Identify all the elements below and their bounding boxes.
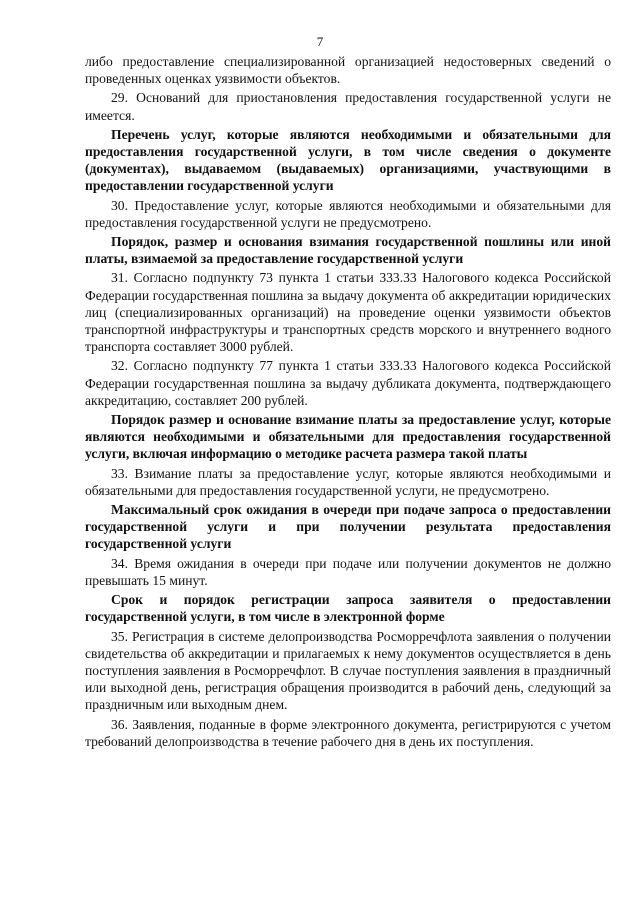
paragraph-34: 34. Время ожидания в очереди при подаче или получении документов не должно превышать 15 минут. (85, 555, 611, 588)
paragraph-36: 36. Заявления, поданные в форме электронного документа, регистрируются с учетом требований делопроизводства в течение рабочего дня в день их поступления. (85, 716, 611, 749)
section-heading-required-services: Перечень услуг, которые являются необходимыми и обязательными для предоставления государственной услуги, в том числе сведения о документе (документах), выдаваемом (выдаваемых) организациями, участвующими в предоставлении государственной услуги (85, 126, 611, 194)
section-heading-fee-for-services: Порядок размер и основание взимание платы за предоставление услуг, которые являются необходимыми и обязательными для предоставления государственной услуги, включая информацию о методике расчета размера такой платы (85, 412, 611, 462)
paragraph-33: 33. Взимание платы за предоставление услуг, которые являются необходимыми и обязательными для предоставления государственной услуги, не предусмотрено. (85, 465, 611, 498)
paragraph-31: 31. Согласно подпункту 73 пункта 1 статьи 333.33 Налогового кодекса Российской Федерации государственная пошлина за выдачу документа об аккредитации юридических лиц (специализированных организаций) на проведение оценки уязвимости объектов транспортной инфраструктуры и транспортных средств морского и внутреннего водного транспорта составляет 3000 рублей. (85, 270, 611, 355)
paragraph-35: 35. Регистрация в системе делопроизводства Росморречфлота заявления о получении свидетельства об аккредитации и прилагаемых к нему документов осуществляется в день поступления заявления в Росморречфлот. В случае поступления заявления в праздничный или выходной день, регистрация обращения производится в рабочий день, следующий за праздничным или выходным днем. (85, 628, 611, 713)
section-heading-queue-time: Максимальный срок ожидания в очереди при подаче запроса о предоставлении государственной услуги и при получении результата предоставления государственной услуги (85, 502, 611, 552)
page-number: 7 (316, 34, 324, 49)
document-body (85, 53, 611, 752)
paragraph-32: 32. Согласно подпункту 77 пункта 1 статьи 333.33 Налогового кодекса Российской Федерации государственная пошлина за выдачу дубликата документа, подтверждающего аккредитацию, составляет 200 рублей. (85, 358, 611, 408)
paragraph-continuation: либо предоставление специализированной организацией недостоверных сведений о проведенных оценках уязвимости объектов. (85, 54, 611, 87)
section-heading-registration: Срок и порядок регистрации запроса заявителя о предоставлении государственной услуги, в том числе в электронной форме (85, 592, 611, 625)
section-heading-state-fee: Порядок, размер и основания взимания государственной пошлины или иной платы, взимаемой за предоставление государственной услуги (85, 234, 611, 267)
paragraph-30: 30. Предоставление услуг, которые являются необходимыми и обязательными для предоставления государственной услуги не предусмотрено. (85, 197, 611, 230)
paragraph-29: 29. Оснований для приостановления предоставления государственной услуги не имеется. (85, 90, 611, 123)
